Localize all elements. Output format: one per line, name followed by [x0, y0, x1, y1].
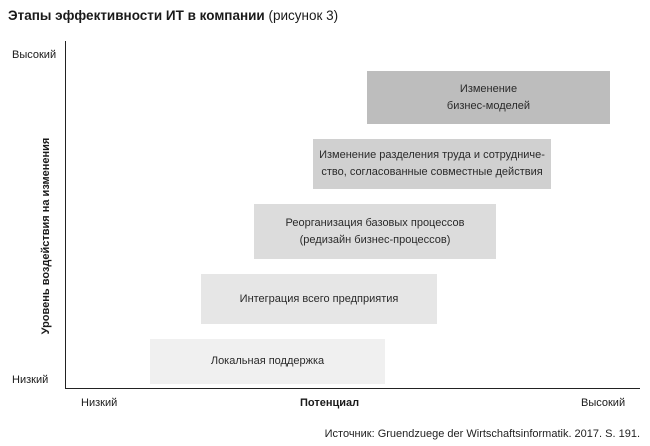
x-axis-label: Потенциал: [300, 397, 360, 409]
stage-box-division-of-labor: [313, 139, 551, 189]
stage-label: Изменение разделения труда и сотрудниче-: [319, 149, 545, 161]
figure-title: [8, 8, 338, 23]
y-tick-low: Низкий: [12, 374, 49, 386]
x-tick-low: Низкий: [81, 397, 118, 409]
stage-box-process-redesign: [254, 204, 496, 259]
title-figure-number: (рисунок 3): [264, 8, 339, 23]
title-main: Этапы эффективности ИТ в компании: [8, 8, 265, 23]
stage-label: Локальная поддержка: [210, 355, 325, 367]
stage-label: Интеграция всего предприятия: [239, 292, 399, 305]
source-note: Источник: Gruendzuege der Wirtschaftsinformatik. 2017. S. 191.: [324, 428, 640, 440]
stage-label: бизнес-моделей: [446, 99, 531, 112]
stage-label: Реорганизация базовых процессов: [285, 216, 465, 229]
stage-box-business-model-change: [367, 71, 610, 124]
x-tick-high: Высокий: [581, 397, 626, 409]
x-axis-line: [65, 388, 640, 389]
stage-label: (редизайн бизнес-процессов): [299, 233, 451, 246]
y-axis-line: [65, 41, 66, 389]
y-tick-high: Высокий: [12, 49, 57, 61]
stage-box-enterprise-integration: [201, 274, 437, 324]
stage-box-local-support: [150, 339, 385, 384]
stage-label: Изменение: [459, 82, 518, 95]
stage-label: ство, согласованные совместные действия: [321, 166, 543, 178]
